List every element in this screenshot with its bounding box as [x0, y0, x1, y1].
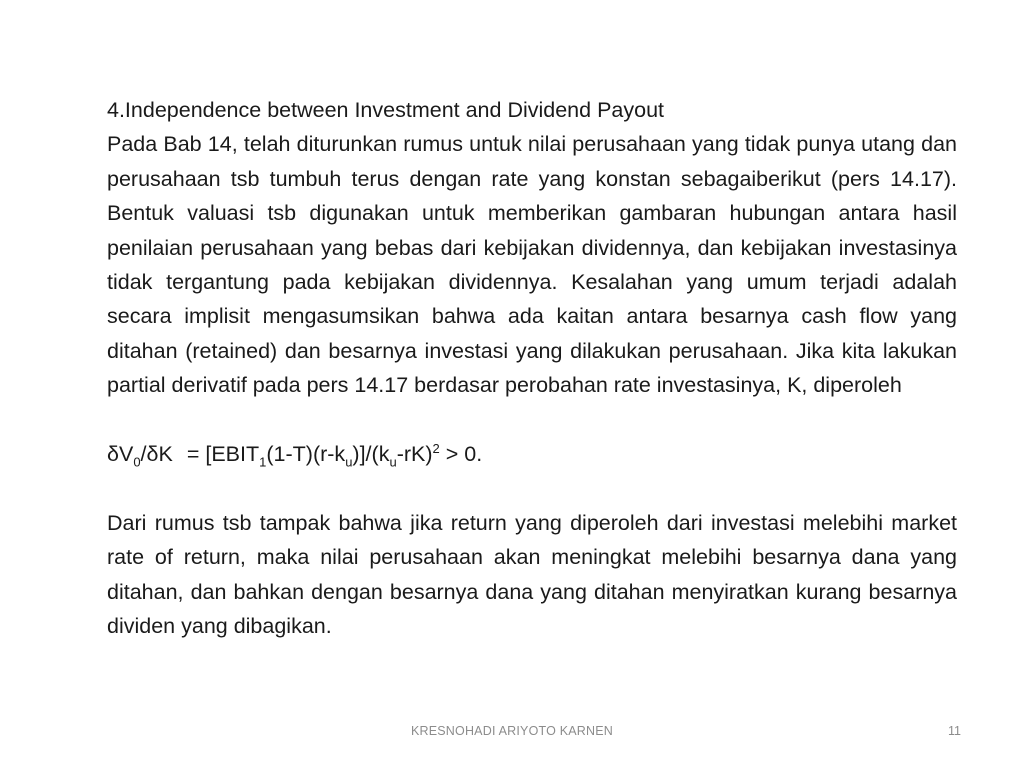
spacer — [107, 403, 957, 437]
slide-body — [107, 93, 957, 643]
formula-rhs-c: )]/(k — [352, 442, 390, 467]
formula-lhs-b: /δK — [140, 442, 173, 467]
formula-lhs-subscript: 0 — [133, 454, 141, 470]
formula-rhs-b: (1-T)(r-k — [266, 442, 346, 467]
slide-heading: 4.Independence between Investment and Dividend Payout — [107, 98, 665, 122]
paragraph-1: Pada Bab 14, telah diturunkan rumus untuk nilai perusahaan yang tidak punya utang dan perusahaan tsb tumbuh terus dengan rate yang konstan sebagaiberikut (pers 14.17). Bentuk valuasi tsb digunakan untuk memberikan gambaran hubungan antara hasil penilaian perusahaan yang bebas dari kebijakan dividennya, dan kebijakan investasinya tidak tergantung pada kebijakan dividennya. Kesalahan yang umum terjadi adalah secara implisit mengasumsikan bahwa ada kaitan antara besarnya cash flow yang ditahan (retained) dan besarnya investasi yang dilakukan perusahaan. Jika kita lakukan partial derivatif pada pers 14.17 berdasar perobahan rate investasinya, K, diperoleh — [107, 132, 957, 398]
formula-rhs-d: -rK) — [396, 442, 433, 467]
formula — [107, 437, 957, 471]
formula-lhs-a: δV — [107, 442, 134, 467]
paragraph-2: Dari rumus tsb tampak bahwa jika return yang diperoleh dari investasi melebihi market rate of return, maka nilai perusahaan akan meningkat melebihi besarnya dana yang ditahan, dan bahkan dengan besarnya dana yang ditahan menyiratkan kurang besarnya dividen yang dibagikan. — [107, 510, 957, 639]
formula-rhs-subscript-1: 1 — [259, 454, 267, 470]
page-number: 11 — [948, 724, 961, 738]
slide-footer — [0, 724, 1024, 742]
formula-rhs-subscript-3: u — [389, 454, 397, 470]
formula-rhs-a: = [EBIT — [186, 442, 260, 467]
formula-rhs-e: > 0. — [439, 442, 483, 467]
spacer — [107, 471, 957, 505]
footer-author: KRESNOHADI ARIYOTO KARNEN — [410, 724, 614, 738]
formula-rhs-superscript: 2 — [432, 440, 440, 456]
formula-rhs-subscript-2: u — [345, 454, 353, 470]
